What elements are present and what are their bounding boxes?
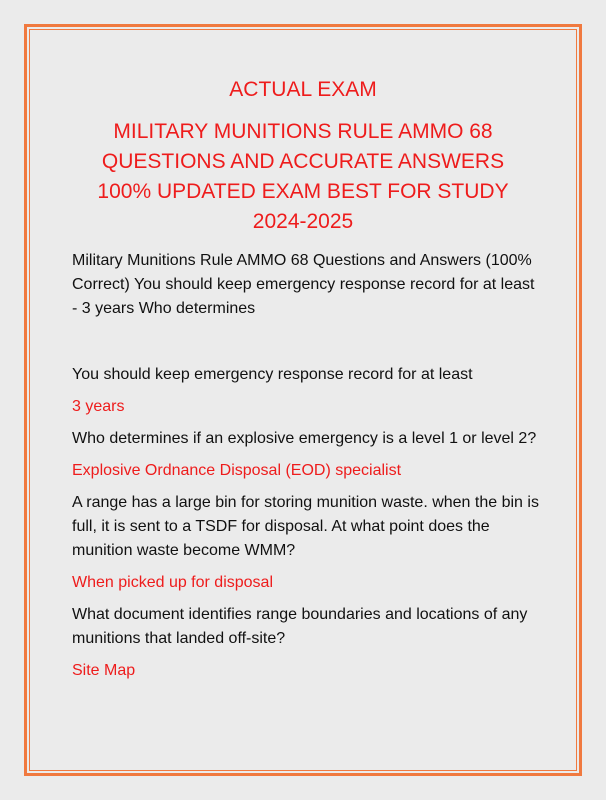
intro-paragraph: Military Munitions Rule AMMO 68 Questions and Answers (100% Correct) You should keep emergency response record for at least - 3 years Who determines xyxy=(72,252,535,317)
qa-item xyxy=(72,491,542,595)
document-body xyxy=(72,249,542,691)
question-text: What document identifies range boundaries and locations of any munitions that landed off-site? xyxy=(72,606,528,647)
qa-item xyxy=(72,363,542,419)
question-text: You should keep emergency response record for at least xyxy=(72,366,473,383)
document-header xyxy=(27,77,579,237)
answer-text: Site Map xyxy=(72,662,136,679)
answer-text: 3 years xyxy=(72,398,125,415)
question-text: Who determines if an explosive emergency is a level 1 or level 2? xyxy=(72,430,537,447)
answer-text: Explosive Ordnance Disposal (EOD) specialist xyxy=(72,462,402,479)
answer-text: When picked up for disposal xyxy=(72,574,273,591)
exam-kicker: ACTUAL EXAM xyxy=(229,78,377,101)
page-frame xyxy=(24,24,582,776)
qa-item xyxy=(72,427,542,483)
question-text: A range has a large bin for storing munition waste. when the bin is full, it is sent to a TSDF for disposal. At what point does the munition waste become WMM? xyxy=(72,494,539,559)
qa-item xyxy=(72,603,542,683)
exam-title: MILITARY MUNITIONS RULE AMMO 68 QUESTIONS AND ACCURATE ANSWERS 100% UPDATED EXAM BEST FOR STUDY 2024-2025 xyxy=(97,120,509,233)
